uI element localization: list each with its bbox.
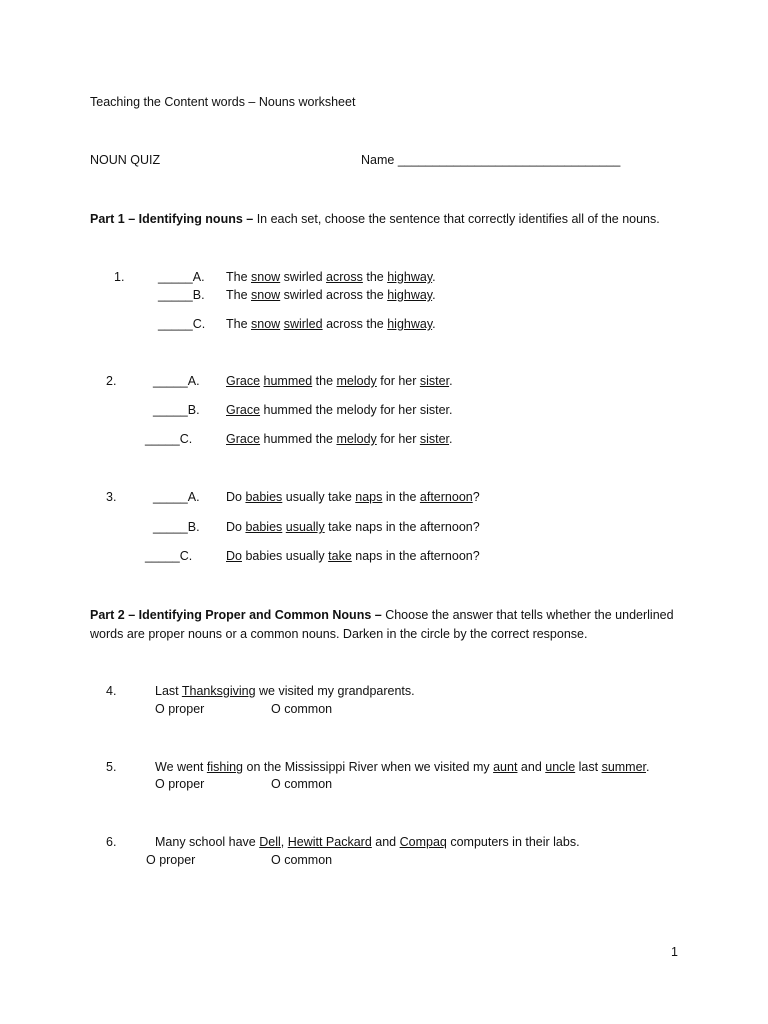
question-sentence	[155, 760, 650, 774]
option-sentence	[226, 520, 480, 534]
sentence-text: Many school have	[155, 835, 260, 849]
sentence-text: computers in their labs.	[446, 835, 580, 849]
answer-blank[interactable]: _____B.	[153, 520, 200, 534]
sentence-text: .	[432, 270, 436, 284]
underlined-word: usually	[285, 520, 325, 534]
answer-blank[interactable]: _____B.	[158, 288, 205, 302]
question-number: 3.	[106, 490, 117, 504]
part2-instructions	[90, 606, 690, 644]
sentence-text: .	[449, 432, 453, 446]
sentence-text: swirled	[280, 270, 327, 284]
question-number: 6.	[106, 835, 117, 849]
part2-heading: Part 2 – Identifying Proper and Common Nouns –	[90, 608, 382, 622]
underlined-word: Grace	[226, 432, 261, 446]
sentence-text: Last	[155, 684, 182, 698]
common-option[interactable]: O common	[271, 702, 333, 716]
underlined-word: aunt	[493, 760, 518, 774]
option-sentence	[226, 317, 436, 331]
answer-blank[interactable]: _____A.	[158, 270, 205, 284]
sentence-text: Do	[226, 520, 246, 534]
sentence-text: and	[371, 835, 400, 849]
sentence-text: .	[646, 760, 650, 774]
sentence-text: We went	[155, 760, 207, 774]
sentence-text: .	[432, 288, 436, 302]
sentence-text: hummed the melody for her sister.	[260, 403, 453, 417]
underlined-word: Dell	[259, 835, 281, 849]
proper-option[interactable]: O proper	[146, 853, 196, 867]
sentence-text: for her	[376, 374, 420, 388]
underlined-word: Hewitt Packard	[287, 835, 372, 849]
sentence-text: swirled across the	[280, 288, 388, 302]
sentence-text: the	[362, 270, 388, 284]
underlined-word: summer	[601, 760, 647, 774]
sentence-text: in the	[382, 490, 420, 504]
option-sentence	[226, 374, 453, 388]
underlined-word: sister	[419, 374, 450, 388]
sentence-text: last	[575, 760, 602, 774]
worksheet-title: Teaching the Content words – Nouns worksheet	[90, 95, 356, 109]
common-option[interactable]: O common	[271, 777, 333, 791]
underlined-word: afternoon	[419, 490, 473, 504]
option-sentence	[226, 288, 436, 302]
page-number: 1	[671, 945, 678, 959]
proper-option[interactable]: O proper	[155, 702, 205, 716]
underlined-word: babies	[245, 490, 283, 504]
underlined-word: snow	[251, 288, 281, 302]
sentence-text: across the	[322, 317, 388, 331]
sentence-text: usually take	[282, 490, 356, 504]
underlined-word: hummed	[263, 374, 313, 388]
quiz-label: NOUN QUIZ	[90, 153, 161, 167]
underlined-word: fishing	[206, 760, 244, 774]
sentence-text: and	[517, 760, 546, 774]
question-number: 1.	[114, 270, 125, 284]
sentence-text: take naps in the afternoon?	[324, 520, 480, 534]
sentence-text: ,	[280, 835, 288, 849]
sentence-text: .	[432, 317, 436, 331]
underlined-word: Thanksgiving	[181, 684, 256, 698]
underlined-word: Compaq	[399, 835, 447, 849]
part1-instructions	[90, 210, 690, 229]
question-number: 4.	[106, 684, 117, 698]
answer-blank[interactable]: _____C.	[145, 432, 193, 446]
sentence-text: babies usually	[241, 549, 329, 563]
sentence-text: hummed the	[260, 432, 337, 446]
option-sentence	[226, 490, 480, 504]
answer-blank[interactable]: _____A.	[153, 374, 200, 388]
part2-instructions-line2: words are proper nouns or a common nouns. Darken in the circle by the correct response.	[90, 627, 588, 641]
option-sentence	[226, 432, 453, 446]
question-number: 2.	[106, 374, 117, 388]
underlined-word: uncle	[545, 760, 576, 774]
sentence-text: for her	[376, 432, 420, 446]
underlined-word: swirled	[283, 317, 323, 331]
answer-blank[interactable]: _____C.	[158, 317, 206, 331]
part1-heading: Part 1 – Identifying nouns –	[90, 212, 254, 226]
underlined-word: snow	[251, 317, 281, 331]
answer-blank[interactable]: _____C.	[145, 549, 193, 563]
question-sentence	[155, 835, 580, 849]
answer-blank[interactable]: _____A.	[153, 490, 200, 504]
underlined-word: Grace	[226, 403, 261, 417]
underlined-word: naps	[355, 490, 383, 504]
option-sentence	[226, 270, 436, 284]
common-option[interactable]: O common	[271, 853, 333, 867]
underlined-word: sister	[419, 432, 450, 446]
part2-instructions-line1: Choose the answer that tells whether the underlined	[381, 608, 674, 622]
underlined-word: highway	[387, 288, 433, 302]
underlined-word: Do	[226, 549, 242, 563]
sentence-text: ?	[472, 490, 480, 504]
answer-blank[interactable]: _____B.	[153, 403, 200, 417]
name-field-label: Name ________________________________	[361, 153, 621, 167]
underlined-word: Grace	[226, 374, 261, 388]
sentence-text: on the Mississippi River when we visited my	[243, 760, 494, 774]
sentence-text: The	[226, 317, 252, 331]
part1-instructions-text: In each set, choose the sentence that correctly identifies all of the nouns.	[253, 212, 660, 226]
underlined-word: take	[328, 549, 352, 563]
sentence-text: naps in the afternoon?	[351, 549, 480, 563]
sentence-text: The	[226, 288, 252, 302]
sentence-text: we visited my grandparents.	[255, 684, 415, 698]
underlined-word: snow	[251, 270, 281, 284]
option-sentence	[226, 403, 453, 417]
question-number: 5.	[106, 760, 117, 774]
sentence-text: .	[449, 374, 453, 388]
underlined-word: highway	[387, 317, 433, 331]
underlined-word: across	[326, 270, 363, 284]
sentence-text: The	[226, 270, 252, 284]
sentence-text: the	[312, 374, 337, 388]
option-sentence	[226, 549, 480, 563]
question-sentence	[155, 684, 415, 698]
underlined-word: melody	[336, 374, 377, 388]
proper-option[interactable]: O proper	[155, 777, 205, 791]
underlined-word: highway	[387, 270, 433, 284]
underlined-word: babies	[245, 520, 283, 534]
sentence-text: Do	[226, 490, 246, 504]
underlined-word: melody	[336, 432, 377, 446]
